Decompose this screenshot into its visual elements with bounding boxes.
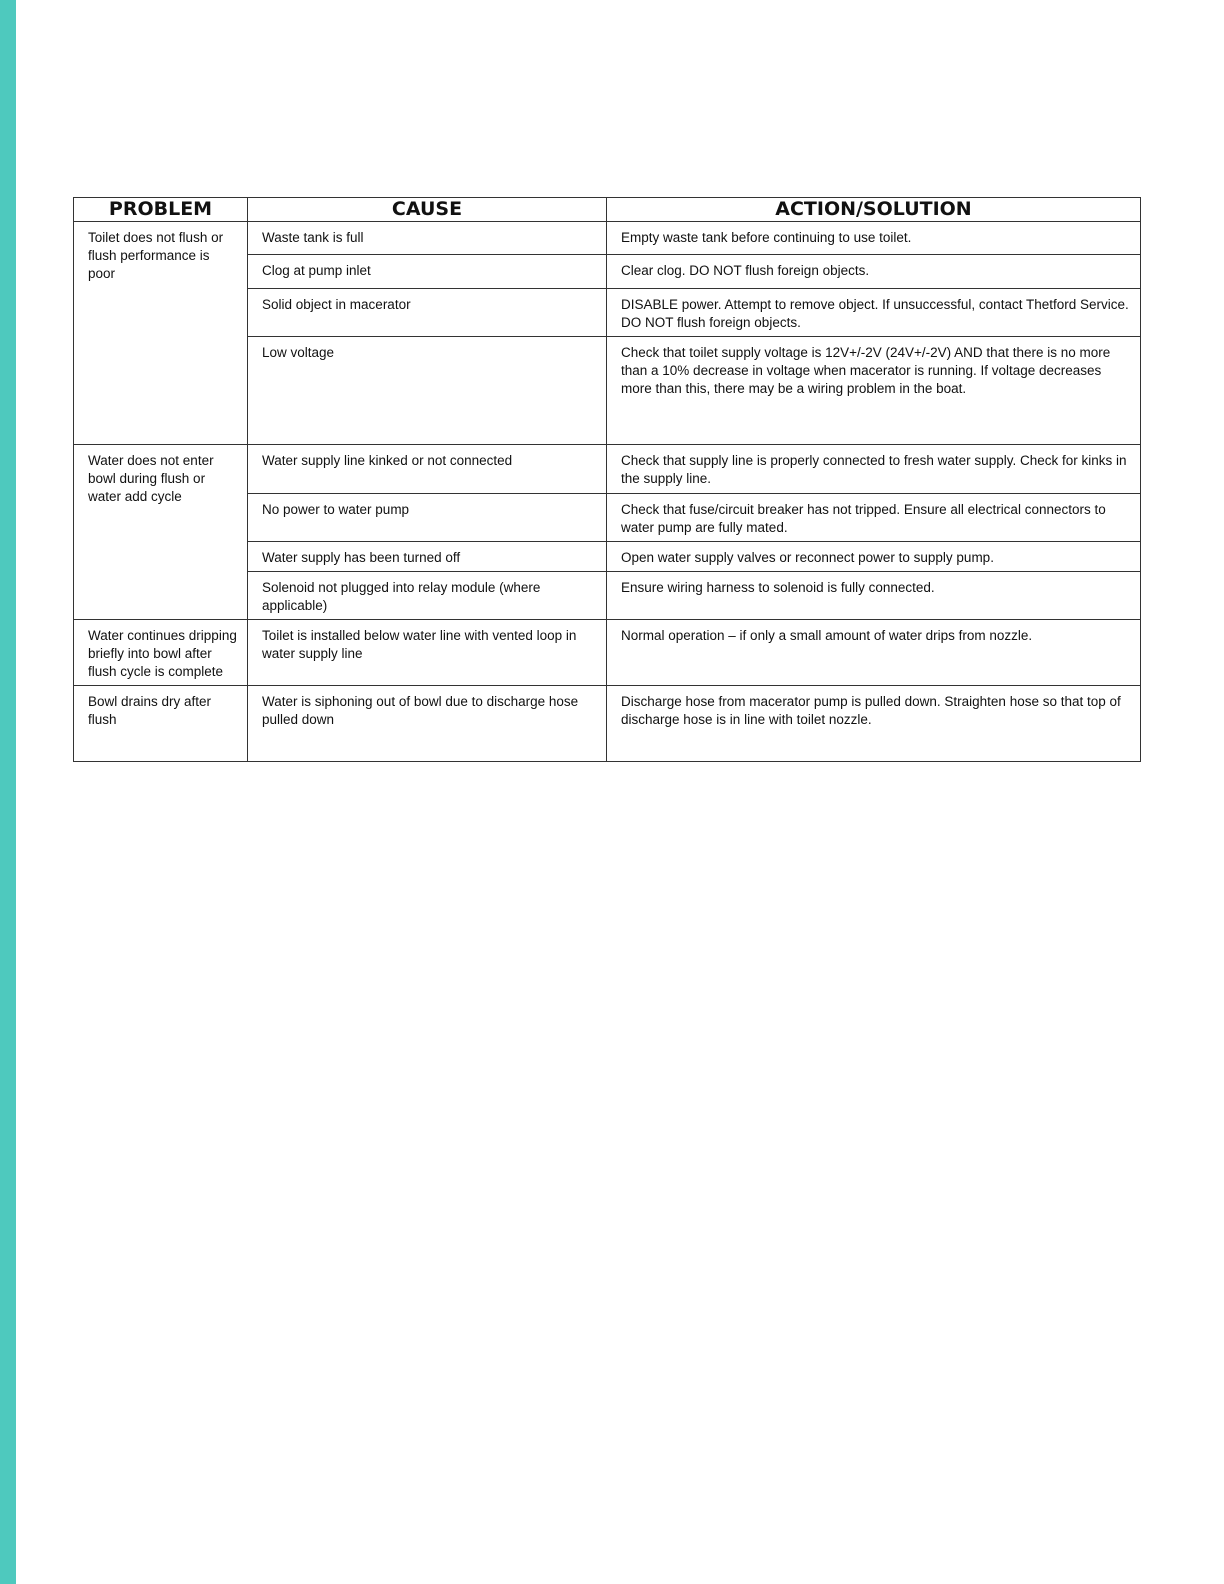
table-row [74, 620, 1141, 686]
cause-cell: Low voltage [248, 337, 607, 445]
cause-column-header: CAUSE [248, 198, 607, 222]
problem-cell: Toilet does not flush or flush performance is poor [74, 222, 248, 445]
cause-cell: Water is siphoning out of bowl due to discharge hose pulled down [248, 686, 607, 762]
action-cell: Open water supply valves or reconnect power to supply pump. [607, 542, 1141, 572]
cause-cell: No power to water pump [248, 494, 607, 542]
cause-cell: Clog at pump inlet [248, 255, 607, 289]
action-cell: Check that fuse/circuit breaker has not tripped. Ensure all electrical connectors to water pump are fully mated. [607, 494, 1141, 542]
accent-side-bar [0, 0, 16, 1584]
cause-cell: Water supply has been turned off [248, 542, 607, 572]
cause-cell: Toilet is installed below water line with vented loop in water supply line [248, 620, 607, 686]
action-column-header: ACTION/SOLUTION [607, 198, 1141, 222]
action-cell: Clear clog. DO NOT flush foreign objects. [607, 255, 1141, 289]
table-row [74, 686, 1141, 762]
action-cell: Normal operation – if only a small amount of water drips from nozzle. [607, 620, 1141, 686]
action-cell: Check that supply line is properly connected to fresh water supply. Check for kinks in the supply line. [607, 445, 1141, 494]
action-cell: DISABLE power. Attempt to remove object. If unsuccessful, contact Thetford Service. DO NOT flush foreign objects. [607, 289, 1141, 337]
problem-cell: Bowl drains dry after flush [74, 686, 248, 762]
problem-cell: Water does not enter bowl during flush or water add cycle [74, 445, 248, 620]
action-cell: Ensure wiring harness to solenoid is fully connected. [607, 572, 1141, 620]
table-row [74, 222, 1141, 255]
problem-column-header: PROBLEM [74, 198, 248, 222]
action-cell: Discharge hose from macerator pump is pulled down. Straighten hose so that top of discharge hose is in line with toilet nozzle. [607, 686, 1141, 762]
problem-cell: Water continues dripping briefly into bowl after flush cycle is complete [74, 620, 248, 686]
cause-cell: Solid object in macerator [248, 289, 607, 337]
cause-cell: Waste tank is full [248, 222, 607, 255]
table-header-row [74, 198, 1141, 222]
table-row [74, 445, 1141, 494]
cause-cell: Solenoid not plugged into relay module (where applicable) [248, 572, 607, 620]
cause-cell: Water supply line kinked or not connected [248, 445, 607, 494]
troubleshooting-table [73, 197, 1141, 762]
action-cell: Empty waste tank before continuing to use toilet. [607, 222, 1141, 255]
action-cell: Check that toilet supply voltage is 12V+/-2V (24V+/-2V) AND that there is no more than a 10% decrease in voltage when macerator is running. If voltage decreases more than this, there may be a wiring problem in the boat. [607, 337, 1141, 445]
